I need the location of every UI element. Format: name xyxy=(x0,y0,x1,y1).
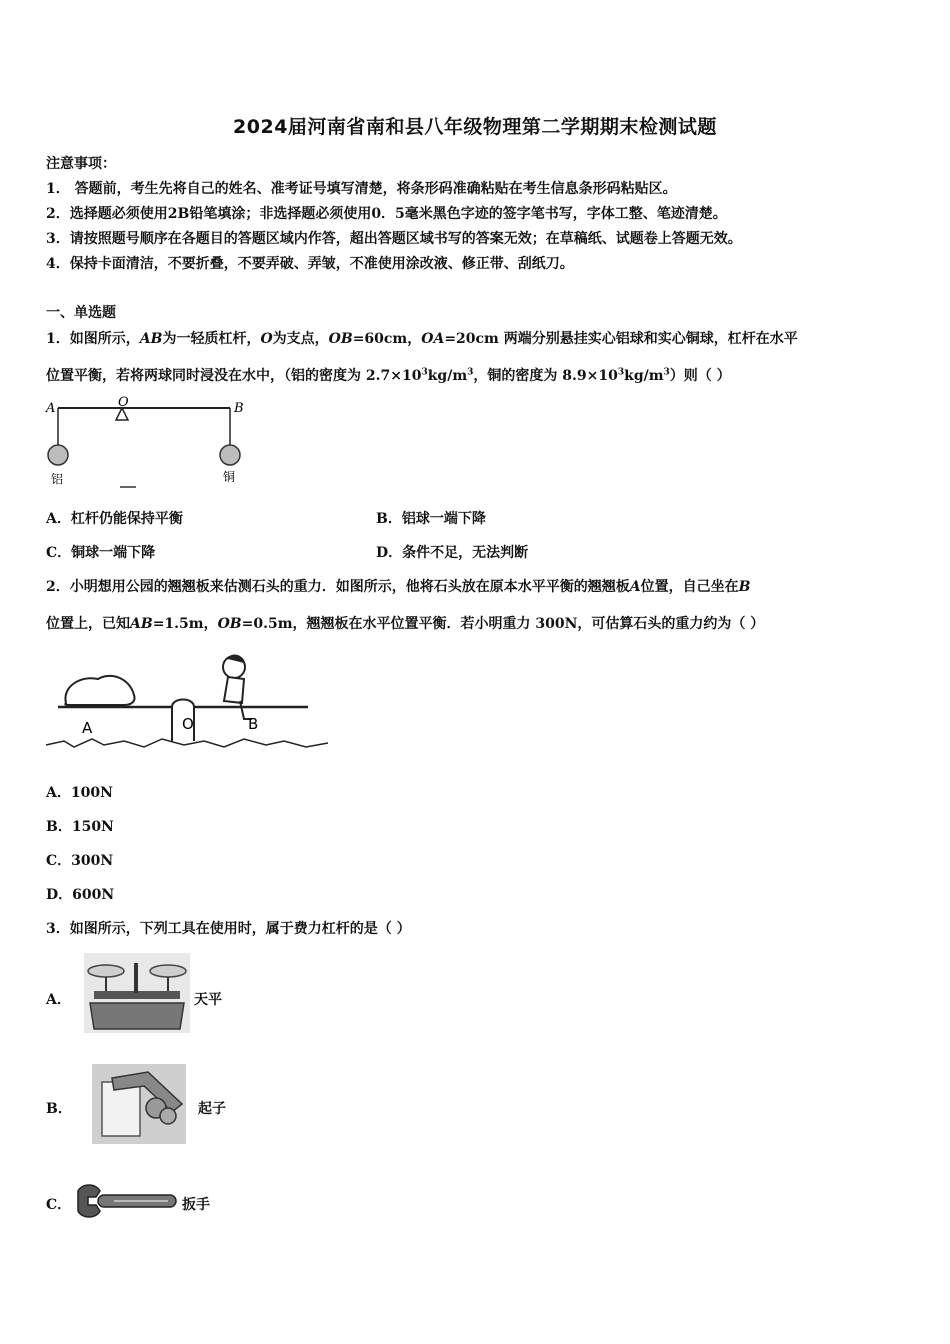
balance-scale-icon xyxy=(84,953,190,1033)
notice-heading: 注意事项： xyxy=(46,156,116,172)
wrench-icon xyxy=(74,1183,178,1219)
label-O: O xyxy=(182,715,194,733)
q2-stem-line1: 2．小明想用公园的翘翘板来估测石头的重力．如图所示，他将石头放在原本水平平衡的翘翘板A位置，自己坐在B xyxy=(46,579,751,595)
q1-stem-line2: 位置平衡，若将两球同时浸没在水中，（铝的密度为 $2.7\times 10^3kg/m^3$，铜的密度为 $8.9\times 10^3kg/m^3$）则（ ） xyxy=(46,367,731,384)
label-A: A xyxy=(82,719,93,737)
page-title: 2024届河南省南和县八年级物理第二学期期末检测试题 xyxy=(233,116,717,138)
notice-item: 4．保持卡面清洁，不要折叠，不要弄破、弄皱，不准使用涂改液、修正带、刮纸刀。 xyxy=(46,256,574,272)
q2-option-b[interactable]: B．150N xyxy=(46,819,114,835)
notice-item: 3．请按照题号顺序在各题目的答题区域内作答，超出答题区域书写的答案无效；在草稿纸、试题卷上答题无效。 xyxy=(46,231,742,247)
q1-option-d[interactable]: D．条件不足，无法判断 xyxy=(376,545,529,561)
q2-option-d[interactable]: D．600N xyxy=(46,887,115,903)
stone-icon xyxy=(65,676,134,705)
lever-figure xyxy=(44,395,254,495)
q1-stem-line1: 1．如图所示，AB为一轻质杠杆，O为支点，OB=60cm，OA=20cm 两端分别悬挂实心铝球和实心铜球，杠杆在水平 xyxy=(46,331,798,347)
copper-ball xyxy=(220,445,240,465)
boy-body-icon xyxy=(224,677,244,703)
seesaw-figure xyxy=(44,645,334,755)
q3-option-b-label: 起子 xyxy=(198,1101,226,1117)
q2-option-a[interactable]: A．100N xyxy=(46,785,113,801)
q3-option-b-letter[interactable]: B． xyxy=(46,1101,72,1117)
label-O: O xyxy=(118,395,129,410)
label-B: B xyxy=(234,401,244,416)
label-B: B xyxy=(248,715,259,733)
q3-option-a-label: 天平 xyxy=(194,992,222,1008)
notice-item: 1． 答题前，考生先将自己的姓名、准考证号填写清楚，将条形码准确粘贴在考生信息条形码粘贴区。 xyxy=(46,181,677,197)
label-aluminum: 铝 xyxy=(51,472,64,486)
q1-option-a[interactable]: A．杠杆仍能保持平衡 xyxy=(46,511,183,527)
q2-stem-line2: 位置上，已知AB=1.5m，OB=0.5m，翘翘板在水平位置平衡．若小明重力 300N，可估算石头的重力约为（ ） xyxy=(46,616,765,632)
q3-option-a-letter[interactable]: A． xyxy=(46,992,71,1008)
q3-stem: 3．如图所示，下列工具在使用时，属于费力杠杆的是（ ） xyxy=(46,921,411,937)
q3-option-c-letter[interactable]: C． xyxy=(46,1197,72,1213)
notice-item: 2．选择题必须使用2B铅笔填涂；非选择题必须使用0．5毫米黑色字迹的签字笔书写，字体工整、笔迹清楚。 xyxy=(46,206,727,222)
label-A: A xyxy=(46,401,56,416)
bottle-opener-icon xyxy=(92,1064,186,1144)
q1-option-c[interactable]: C．铜球一端下降 xyxy=(46,545,156,561)
section-heading: 一、单选题 xyxy=(46,305,116,321)
aluminum-ball xyxy=(48,445,68,465)
label-copper: 铜 xyxy=(223,470,236,484)
q3-option-c-label: 扳手 xyxy=(182,1197,210,1213)
q1-option-b[interactable]: B．铝球一端下降 xyxy=(376,511,486,527)
q2-option-c[interactable]: C．300N xyxy=(46,853,114,869)
